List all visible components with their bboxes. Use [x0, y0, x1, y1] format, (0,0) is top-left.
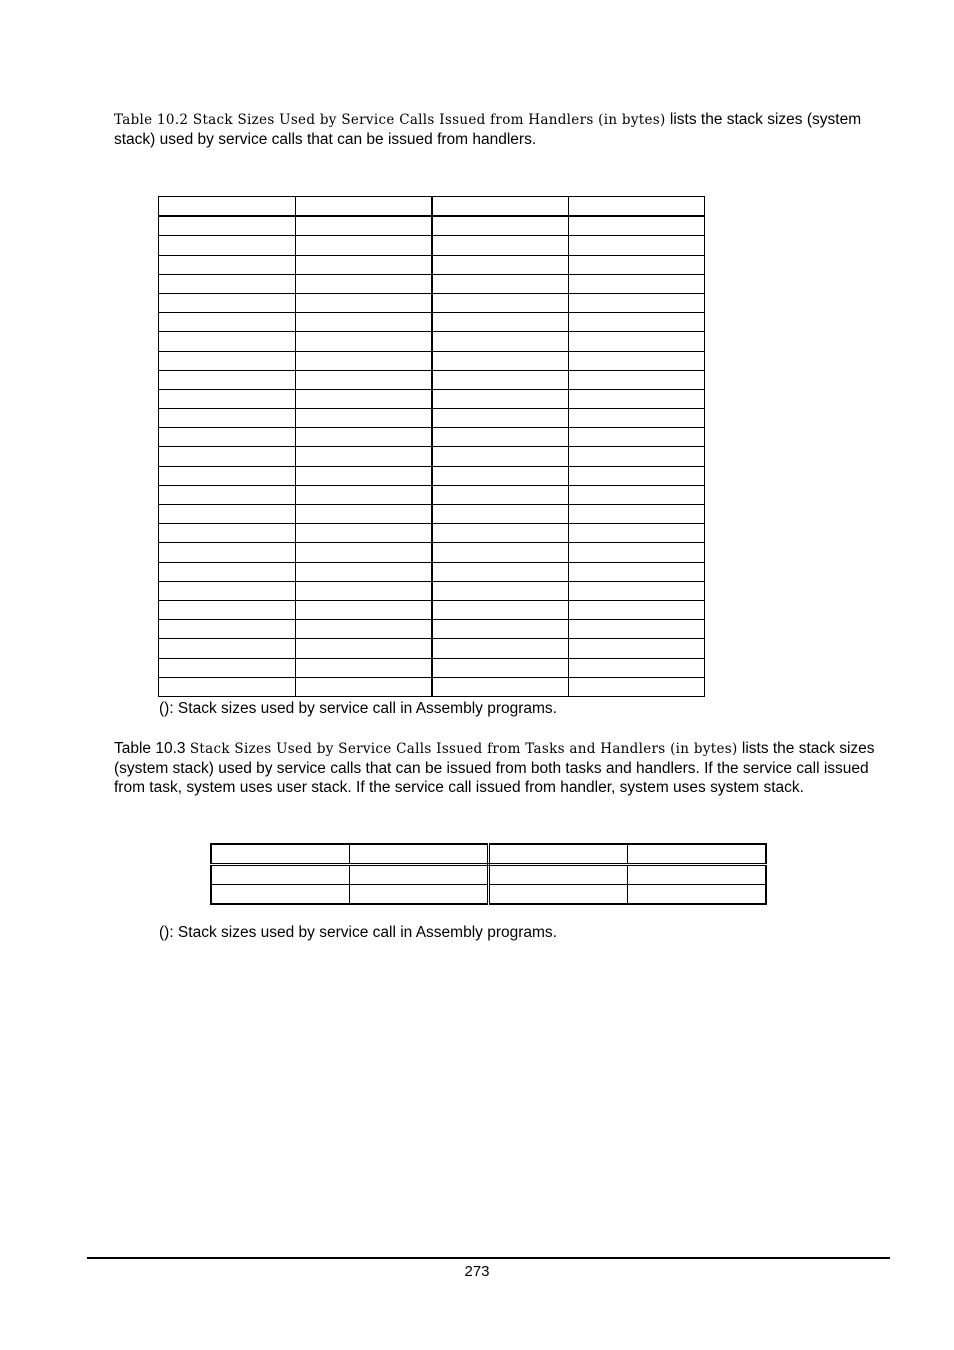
stack-size-table-tasks-and-handlers [210, 843, 767, 905]
table-cell [159, 409, 296, 428]
table-row [159, 543, 705, 562]
table-cell [568, 620, 705, 639]
table-cell [432, 524, 569, 543]
table-cell [159, 620, 296, 639]
table-row [211, 865, 766, 885]
table-row [159, 639, 705, 658]
table-10-3-prefix: Table 10.3 [114, 740, 190, 757]
table-row [159, 216, 705, 236]
table-cell [568, 562, 705, 581]
table-cell [295, 581, 432, 600]
table-cell [295, 658, 432, 677]
table-cell [159, 313, 296, 332]
table-cell [568, 332, 705, 351]
table-cell [432, 332, 569, 351]
assembly-footnote: (): Stack sizes used by service call in Assembly programs. [159, 700, 557, 717]
table-cell [159, 236, 296, 255]
table-cell [295, 389, 432, 408]
table-cell [295, 543, 432, 562]
table-cell [295, 293, 432, 312]
table-cell [295, 255, 432, 274]
table-cell [489, 885, 628, 905]
table-row [159, 581, 705, 600]
table-cell [568, 428, 705, 447]
table-cell [295, 524, 432, 543]
table-cell [295, 562, 432, 581]
table-row [159, 197, 705, 217]
table-cell [159, 447, 296, 466]
table-row [159, 293, 705, 312]
table-cell [295, 466, 432, 485]
table-cell [568, 409, 705, 428]
table-row [159, 562, 705, 581]
table-cell [159, 505, 296, 524]
table-cell [295, 409, 432, 428]
table-cell [568, 216, 705, 236]
table-cell [211, 865, 350, 885]
intro-paragraph-table-10-2 [114, 110, 894, 149]
table-cell [295, 447, 432, 466]
intro-paragraph-text: lists the stack sizes (system stack) used by service calls that can be issued from both tasks and handlers. If the service call issued from task, system uses user stack. If the service call issued from handler, system uses system stack. [114, 740, 875, 796]
table-cell [568, 677, 705, 696]
table-cell [568, 485, 705, 504]
table-cell [350, 844, 489, 865]
table-cell [432, 677, 569, 696]
table-cell [295, 216, 432, 236]
table-row [159, 505, 705, 524]
table-10-3-reference: Stack Sizes Used by Service Calls Issued from Tasks and Handlers (in bytes) [189, 741, 738, 757]
table-cell [295, 505, 432, 524]
table-cell [568, 543, 705, 562]
table-cell [432, 236, 569, 255]
table-cell [159, 524, 296, 543]
table-cell [432, 313, 569, 332]
table-cell [295, 677, 432, 696]
table-cell [432, 581, 569, 600]
table-row [159, 255, 705, 274]
table-cell [432, 658, 569, 677]
table-cell [295, 428, 432, 447]
table-cell [432, 255, 569, 274]
table-row [159, 389, 705, 408]
table-row [159, 658, 705, 677]
table-cell [432, 447, 569, 466]
table-cell [295, 351, 432, 370]
table-cell [432, 505, 569, 524]
stack-size-table-handlers [158, 196, 705, 697]
table-cell [568, 197, 705, 217]
table-cell [627, 844, 766, 865]
table-cell [295, 236, 432, 255]
table-cell [159, 274, 296, 293]
table-cell [568, 447, 705, 466]
table-cell [159, 485, 296, 504]
footer-divider [87, 1257, 890, 1259]
table-cell [159, 255, 296, 274]
table-cell [295, 313, 432, 332]
table-cell [350, 885, 489, 905]
table-row [211, 885, 766, 905]
table-cell [432, 543, 569, 562]
table-cell [432, 351, 569, 370]
table-cell [211, 844, 350, 865]
table-cell [432, 466, 569, 485]
table-row [159, 428, 705, 447]
table-cell [295, 274, 432, 293]
table-cell [432, 389, 569, 408]
table-cell [295, 332, 432, 351]
table-cell [432, 485, 569, 504]
table-cell [159, 389, 296, 408]
table-cell [432, 428, 569, 447]
table-cell [159, 658, 296, 677]
table-cell [211, 885, 350, 905]
table-cell [568, 524, 705, 543]
table-cell [159, 332, 296, 351]
table-cell [295, 197, 432, 217]
table-cell [568, 351, 705, 370]
table-row [159, 370, 705, 389]
table-cell [159, 351, 296, 370]
table-cell [627, 885, 766, 905]
intro-paragraph-text: lists the stack sizes (system stack) used by service calls that can be issued from handlers. [114, 111, 862, 148]
table-cell [568, 658, 705, 677]
table-cell [489, 865, 628, 885]
table-cell [295, 620, 432, 639]
table-cell [568, 505, 705, 524]
table-cell [568, 639, 705, 658]
assembly-footnote: (): Stack sizes used by service call in Assembly programs. [159, 924, 557, 941]
table-cell [568, 581, 705, 600]
table-cell [568, 466, 705, 485]
table-cell [432, 620, 569, 639]
table-cell [159, 466, 296, 485]
table-row [159, 332, 705, 351]
table-row [159, 274, 705, 293]
table-row [159, 466, 705, 485]
table-10-2-reference: Table 10.2 Stack Sizes Used by Service Calls Issued from Handlers (in bytes) [114, 112, 666, 128]
table-cell [159, 197, 296, 217]
table-cell [568, 370, 705, 389]
table-cell [568, 255, 705, 274]
table-cell [627, 865, 766, 885]
table-cell [159, 677, 296, 696]
table-cell [568, 389, 705, 408]
table-cell [350, 865, 489, 885]
table-cell [568, 600, 705, 619]
table-cell [159, 581, 296, 600]
table-cell [432, 274, 569, 293]
table-cell [568, 293, 705, 312]
table-row [211, 844, 766, 865]
table-row [159, 313, 705, 332]
table-row [159, 485, 705, 504]
table-row [159, 236, 705, 255]
table-row [159, 677, 705, 696]
table-cell [432, 370, 569, 389]
table-cell [432, 293, 569, 312]
table-cell [295, 639, 432, 658]
table-cell [159, 600, 296, 619]
table-row [159, 447, 705, 466]
table-row [159, 620, 705, 639]
table-cell [295, 370, 432, 389]
table-cell [159, 428, 296, 447]
table-cell [489, 844, 628, 865]
table-cell [432, 409, 569, 428]
page-number: 273 [464, 1263, 490, 1280]
table-cell [568, 274, 705, 293]
table-row [159, 600, 705, 619]
table-cell [159, 639, 296, 658]
table-cell [568, 236, 705, 255]
table-cell [295, 600, 432, 619]
table-row [159, 409, 705, 428]
table-cell [159, 562, 296, 581]
table-cell [432, 639, 569, 658]
table-row [159, 351, 705, 370]
table-cell [432, 562, 569, 581]
intro-paragraph-table-10-3 [114, 739, 894, 797]
table-cell [159, 370, 296, 389]
table-cell [159, 293, 296, 312]
table-cell [159, 543, 296, 562]
table-cell [432, 197, 569, 217]
table-cell [432, 216, 569, 236]
table-cell [568, 313, 705, 332]
table-cell [159, 216, 296, 236]
table-cell [295, 485, 432, 504]
table-row [159, 524, 705, 543]
table-cell [432, 600, 569, 619]
